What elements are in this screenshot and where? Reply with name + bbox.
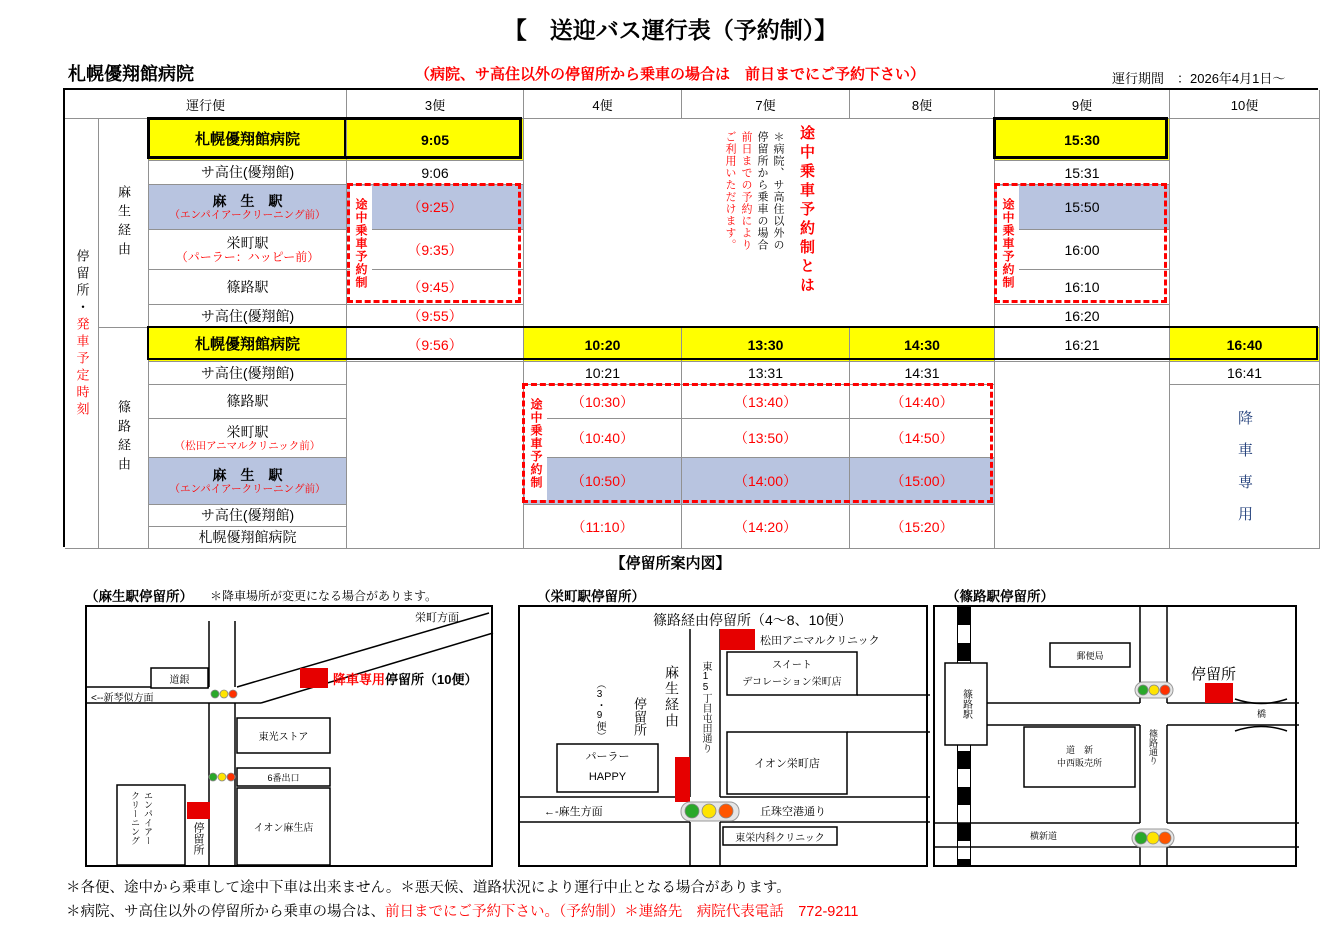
bus-stop-markers [1205,683,1233,703]
mid-note-lines [722,131,786,311]
map-label-asabu-direction: ←-麻生方面 [544,806,603,818]
map-label-parlor-happy [557,744,658,792]
footnote-1: ＊各便、途中から乗車して途中下車は出来ません。＊悪天候、道路状況により運行中止となる場合があります。 [66,880,791,896]
time-cell: （15:00） [850,458,995,505]
map1-title: （麻生駅停留所） [85,589,193,604]
stop-sakoju-1 [149,161,347,185]
time-cell: 13:30 [682,328,850,362]
map-label-sweet1: スイート [772,659,812,671]
empty-cell [347,362,524,549]
col-header-bin7: 7便 [682,90,850,119]
traffic-light-icon [211,690,237,698]
map-label-dogin: 道銀 [169,674,190,686]
stop-name: サ高住(優翔館) [200,507,295,524]
traffic-light-icon [1132,829,1174,847]
time-cell: 15:31 [995,161,1170,185]
time-cell: （14:00） [682,458,850,505]
time-cell: （9:25） [347,185,524,230]
stop-name: 札幌優翔館病院 [194,130,300,148]
time-cell: （10:30） [524,385,682,419]
time-cell: 15:50 [995,185,1170,230]
footnote-2-red: 前日までにご予約下さい。（予約制）＊連絡先 病院代表電話 772-9211 [385,904,859,920]
col-header-bin9: 9便 [995,90,1170,119]
map-label-bins-3-9: （3・9便） [594,679,605,741]
mid-note-line1: ＊病院、サ高住以外の [772,131,784,251]
map-label-sweet-decoration [727,652,857,695]
maps-section-heading: 【停留所案内図】 [610,555,731,572]
dropoff-only-cell [1170,385,1320,549]
stop-name: サ高住(優翔館) [200,307,295,324]
corner-cell: 運行便 [65,90,347,119]
map-label-happy: HAPPY [588,771,627,783]
time-cell: 16:00 [995,230,1170,270]
dropoff-only-text: 降車専用 [1236,409,1253,538]
mid-note-line2: 停留所から乗車の場合 [756,131,768,251]
mid-note-region [524,119,995,328]
map1-title-note: ＊降車場所が変更になる場合があります。 [210,589,438,603]
label-dot: ・ [74,299,90,317]
map-label-bus-stop: 停留所 [1191,666,1237,683]
map-label-matsuda-clinic: 松田アニマルクリニック [760,635,880,647]
time-cell: （9:45） [347,270,524,305]
col-header-bin3: 3便 [347,90,524,119]
map-label-aeon-asabu: イオン麻生店 [253,823,314,834]
stop-name: 篠路駅 [226,393,269,410]
time-cell: 16:41 [1170,362,1320,385]
stop-asabu-2 [149,458,347,505]
stop-subname: （松田アニマルクリニック前） [174,440,321,453]
traffic-light-icon [209,773,235,781]
time-cell: （9:55） [347,305,524,328]
row-group-label-text [67,249,97,419]
map3-title: （篠路駅停留所） [946,589,1054,604]
time-cell: （9:35） [347,230,524,270]
stop-name: 札幌優翔館病院 [194,335,300,353]
stop-asabu-1 [149,185,347,230]
label-stops: 停留所 [74,248,90,300]
stop-name: 栄町駅 [226,423,269,440]
col-header-bin8: 8便 [850,90,995,119]
time-cell: 9:06 [347,161,524,185]
map-label-post-office: 郵便局 [1076,650,1104,661]
time-cell: （14:50） [850,419,995,458]
map-label-empire2: クリーニング [130,791,140,845]
time-cell: 16:10 [995,270,1170,305]
time-cell: 9:05 [347,119,524,161]
stop-shinoro-2 [149,385,347,419]
time-cell: 16:40 [1170,328,1320,362]
service-period: 運行期間 ：2026年4月1日～ [1112,71,1286,86]
map-label-bus-stop: 停留所 [632,697,647,736]
mid-note-line4: ご利用いただけます。 [724,131,736,251]
time-cell: （13:50） [682,419,850,458]
col-header-bin10: 10便 [1170,90,1320,119]
empty-cell [995,362,1170,549]
map-label-shinkotoni-direction: <--新琴似方面 [91,693,154,704]
map-label-asabu-route: 麻生経由 [664,665,680,729]
stop-subname: （パーラー：ハッピー前） [175,249,320,264]
reserved-label-bin9: 途中乗車予約制 [997,186,1019,300]
map-label-donshin [1024,727,1135,787]
stop-subname: （エンパイアークリーニング前） [169,209,326,222]
row-group-label [65,119,99,549]
time-cell: 14:31 [850,362,995,385]
map-label-higashi15-street: 東15丁目屯田通り [700,661,711,753]
map-label-yokoshindo: 横新道 [1030,831,1058,841]
time-cell: 16:21 [995,328,1170,362]
time-cell: （15:20） [850,505,995,549]
map-label-sweet2: デコレーション栄町店 [742,676,842,688]
map-label-bus-stop: 停留所 [192,822,204,855]
map-label-bridge: 橋 [1257,709,1267,719]
stop-name: サ高住(優翔館) [200,364,295,381]
footnote-2-black: ＊病院、サ高住以外の停留所から乗車の場合は、 [66,904,385,920]
stop-name: 麻 生 駅 [212,192,283,209]
reservation-notice: （病院、サ高住以外の停留所から乗車の場合は 前日までにご予約下さい） [414,66,925,83]
hospital-name: 札幌優翔館病院 [68,64,194,84]
map-label-sakaemachi-direction: 栄町方面 [415,612,459,624]
col-header-bin4: 4便 [524,90,682,119]
time-cell: 10:20 [524,328,682,362]
map2-title: （栄町駅停留所） [537,589,645,604]
stop-name: サ高住(優翔館) [200,164,295,181]
stop-sakaemachi-2 [149,419,347,458]
empty-cell [1170,119,1320,328]
map-label-donshin2: 中西販売所 [1056,758,1102,768]
via-asabu-label [99,119,149,328]
map-label-toei-clinic: 東栄内科クリニック [735,832,825,844]
map-label-shinoro-street: 篠路通り [1148,729,1158,765]
map-label-okadama-street: 丘珠空港通り [760,806,826,818]
time-cell: 14:30 [850,328,995,362]
map-label-dropoff-only: 降車専用 [333,672,386,687]
via-asabu-text: 麻生経由 [116,185,131,261]
timetable [63,88,1318,547]
stop-hospital-2 [149,328,347,362]
map-shinoro [933,605,1297,867]
stop-subname: （エンパイアークリーニング前） [169,483,326,496]
map-label-aeon-sakaemachi: イオン栄町店 [754,758,820,770]
stop-hospital-1 [149,119,347,161]
reserved-label-bottom: 途中乗車予約制 [525,386,547,500]
map-label-stop-bin10: 停留所（10便） [385,672,478,687]
map-label-exit6: 6番出口 [267,772,300,783]
via-shinoro-label [99,328,149,549]
map-label-donshin1: 道 新 [1065,744,1093,755]
via-shinoro-text: 篠路経由 [116,400,131,476]
stop-shinoro-1 [149,270,347,305]
stop-sakoju-2 [149,305,347,328]
map-label-toko-store: 東光ストア [258,732,309,743]
page-title: 【 送迎バス運行表（予約制）】 [503,17,838,43]
mid-note-line3: 前日までの予約により [740,131,752,251]
map-label-empire1: エンパイアー [143,791,153,845]
map-asabu [85,605,493,867]
time-cell: （14:20） [682,505,850,549]
stop-sakoju-4 [149,505,347,527]
map-label-parlor: パーラー [585,751,630,764]
stop-name: 栄町駅 [226,234,269,251]
map-label-shinoro-route-stop: 篠路経由停留所（4～8、10便） [653,612,853,628]
map-label-empire-cleaning [129,791,155,861]
time-cell: （14:40） [850,385,995,419]
label-departure-times: 発車予定時刻 [74,316,90,419]
footnote-2 [66,900,858,921]
time-cell: （9:56） [347,328,524,362]
time-cell: （11:10） [524,505,682,549]
stop-name: 麻 生 駅 [212,466,283,483]
mid-note-heading: 途中乗車予約制とは [798,125,815,296]
stop-sakaemachi-1 [149,230,347,270]
time-cell: （10:50） [524,458,682,505]
reserved-label-bin3: 途中乗車予約制 [350,186,372,300]
map-label-shinoro-station: 篠路駅 [960,689,972,719]
stop-name: 札幌優翔館病院 [198,529,297,546]
map-sakaemachi [518,605,928,867]
time-cell: （10:40） [524,419,682,458]
time-cell: 13:31 [682,362,850,385]
stop-hospital-3 [149,527,347,549]
stop-name: 篠路駅 [226,278,269,295]
time-cell: 10:21 [524,362,682,385]
traffic-light-icon [681,802,739,821]
traffic-light-icon [1135,682,1173,698]
time-cell: 15:30 [995,119,1170,161]
time-cell: （13:40） [682,385,850,419]
time-cell: 16:20 [995,305,1170,328]
stop-sakoju-3 [149,362,347,385]
